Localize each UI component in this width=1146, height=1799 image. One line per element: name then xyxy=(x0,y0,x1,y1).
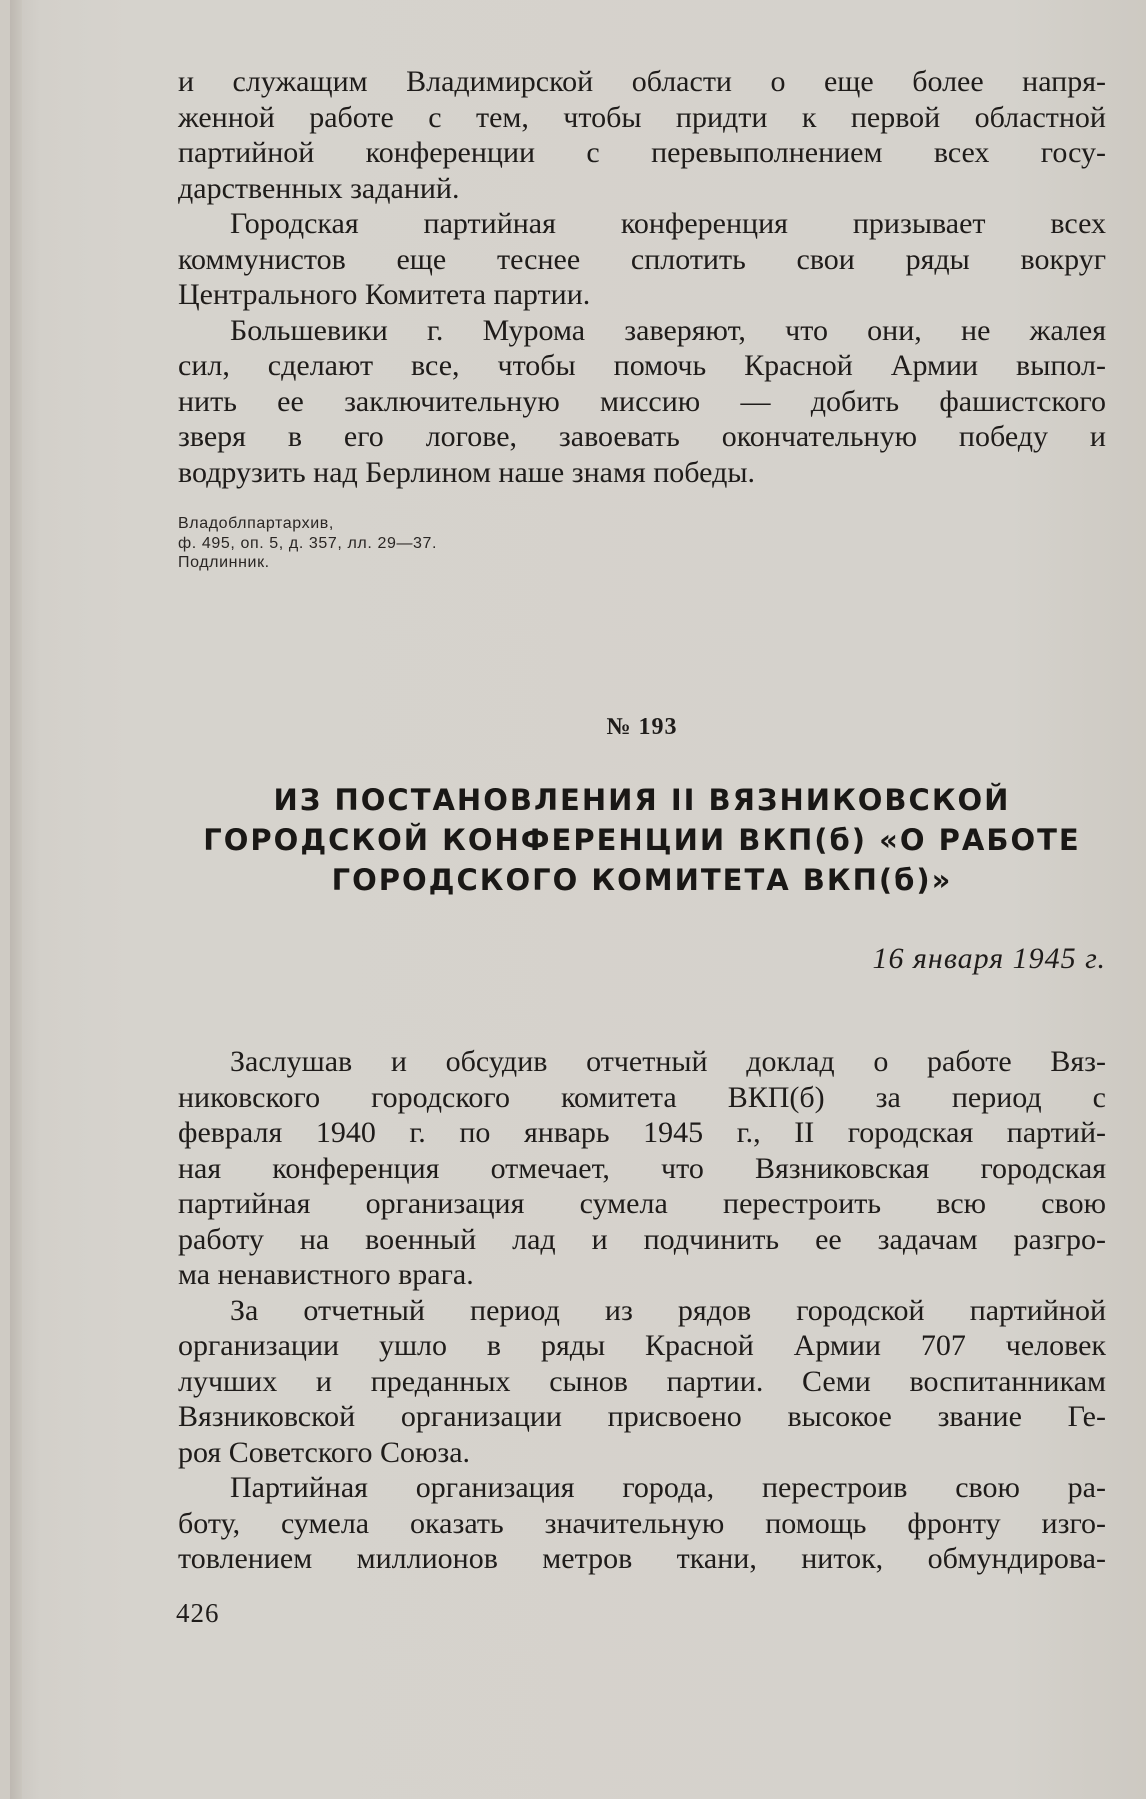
continued-text-block xyxy=(178,64,1106,490)
archive-line: ф. 495, оп. 5, д. 357, лл. 29—37. xyxy=(178,534,438,552)
title-line: ИЗ ПОСТАНОВЛЕНИЯ II ВЯЗНИКОВСКОЙ xyxy=(273,783,1011,817)
text-line: нить ее заключительную миссию — добить фашистского xyxy=(178,384,1106,418)
document-title xyxy=(178,780,1106,900)
text-line: роя Советского Союза. xyxy=(178,1435,471,1469)
title-line: ГОРОДСКОЙ КОНФЕРЕНЦИИ ВКП(б) «О РАБОТЕ xyxy=(203,823,1081,857)
document-number: № 193 xyxy=(606,714,678,740)
text-line: Заслушав и обсудив отчетный доклад о работе Вяз- xyxy=(230,1045,1106,1078)
text-line: боту, сумела оказать значительную помощь фронту изго- xyxy=(178,1506,1106,1540)
text-line: Партийная организация города, перестроив свою ра- xyxy=(230,1471,1106,1504)
text-line: водрузить над Берлином наше знамя победы. xyxy=(178,455,755,489)
text-line: организации ушло в ряды Красной Армии 707 человек xyxy=(178,1329,1106,1362)
text-line: За отчетный период из рядов городской партийной xyxy=(230,1293,1106,1327)
text-line: никовского городского комитета ВКП(б) за период с xyxy=(178,1080,1106,1114)
text-line: партийной конференции с перевыполнением всех госу- xyxy=(178,136,1106,169)
text-line: товлением миллионов метров ткани, ниток, обмундирова- xyxy=(178,1542,1106,1575)
text-line: Вязниковской организации присвоено высокое звание Ге- xyxy=(178,1400,1106,1433)
text-line: дарственных заданий. xyxy=(178,171,460,205)
text-line: ма ненавистного врага. xyxy=(178,1258,474,1291)
text-line: Городская партийная конференция призывает всех xyxy=(230,207,1106,240)
document-date: 16 января 1945 г. xyxy=(872,942,1106,975)
archive-line: Владоблпартархив, xyxy=(178,515,334,532)
text-line: коммунистов еще теснее сплотить свои ряды вокруг xyxy=(178,242,1106,276)
text-line: партийная организация сумела перестроить всю свою xyxy=(178,1187,1106,1220)
text-line: Центрального Комитета партии. xyxy=(178,278,591,311)
document-body-text xyxy=(178,1044,1106,1577)
text-line: лучших и преданных сынов партии. Семи воспитанникам xyxy=(178,1364,1106,1398)
text-line: ная конференция отмечает, что Вязниковская городская xyxy=(178,1151,1106,1185)
archive-reference xyxy=(178,514,437,573)
text-line: сил, сделают все, чтобы помочь Красной Армии выпол- xyxy=(178,349,1106,382)
page-number: 426 xyxy=(176,1598,220,1628)
text-line: Большевики г. Мурома заверяют, что они, не жалея xyxy=(230,313,1106,347)
text-line: и служащим Владимирской области о еще более напря- xyxy=(178,65,1106,98)
page-edge xyxy=(10,0,22,1799)
text-line: женной работе с тем, чтобы придти к первой областной xyxy=(178,100,1106,134)
text-line: февраля 1940 г. по январь 1945 г., II городская партий- xyxy=(178,1116,1106,1149)
archive-line: Подлинник. xyxy=(178,554,270,571)
title-line: ГОРОДСКОГО КОМИТЕТА ВКП(б)» xyxy=(331,863,953,897)
text-line: работу на военный лад и подчинить ее задачам разгро- xyxy=(178,1222,1106,1256)
text-line: зверя в его логове, завоевать окончательную победу и xyxy=(178,420,1106,453)
